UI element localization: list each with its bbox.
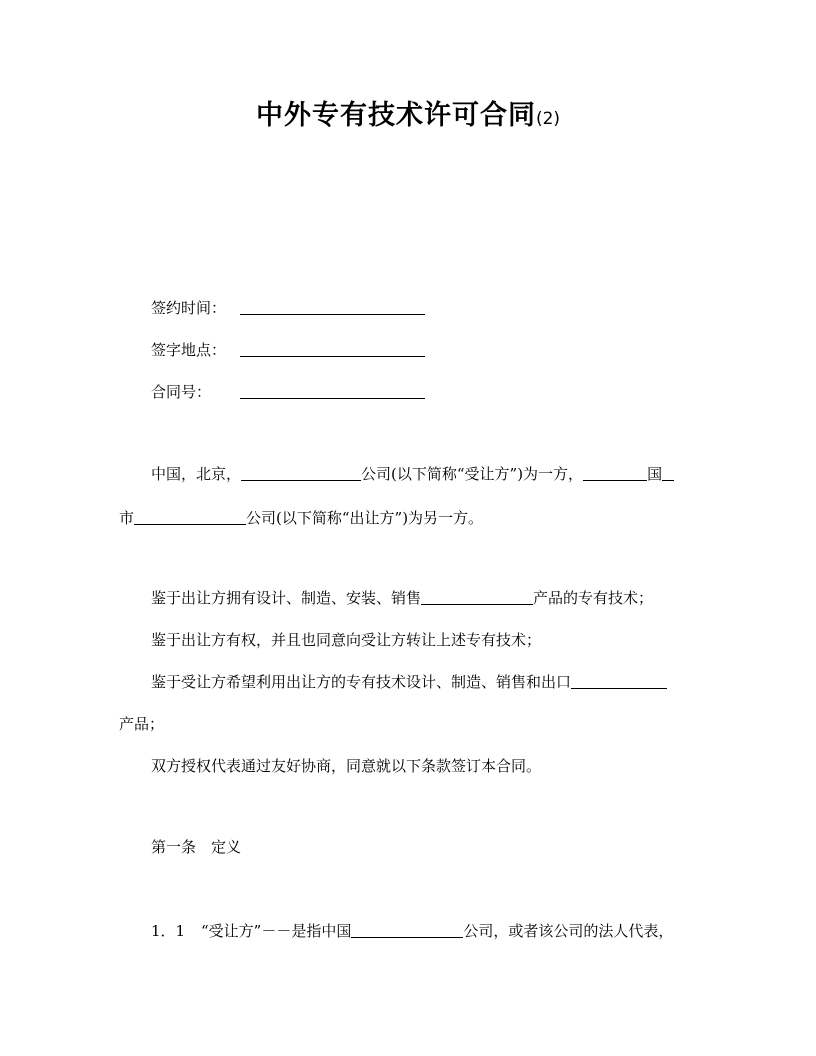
transferor-name-blank[interactable] bbox=[134, 508, 246, 525]
recital-1 bbox=[151, 587, 653, 609]
recital-3 bbox=[151, 671, 667, 693]
signing-time-row bbox=[151, 297, 425, 319]
signing-time-blank[interactable] bbox=[240, 298, 425, 315]
parties-text-4: 市 bbox=[119, 509, 135, 527]
signing-place-label: 签字地点： bbox=[151, 341, 227, 359]
document-title bbox=[0, 98, 816, 137]
clause-text-b: 公司，或者该公司的法人代表， bbox=[463, 922, 674, 940]
signing-time-label: 签约时间： bbox=[151, 299, 227, 317]
recital-2-text: 鉴于出让方有权，并且也同意向受让方转让上述专有技术； bbox=[151, 631, 542, 649]
title-suffix: (2) bbox=[535, 109, 561, 129]
contract-number-row bbox=[151, 381, 425, 403]
transferee-name-blank[interactable] bbox=[241, 464, 361, 481]
product-blank-1[interactable] bbox=[421, 588, 533, 605]
signing-place-blank[interactable] bbox=[240, 340, 425, 357]
recital-1-text-b: 产品的专有技术； bbox=[533, 589, 654, 607]
title-text: 中外专有技术许可合同 bbox=[255, 100, 536, 131]
recital-1-text-a: 鉴于出让方拥有设计、制造、安装、销售 bbox=[151, 589, 422, 607]
parties-text-5: 公司(以下简称“出让方”)为另一方。 bbox=[246, 509, 484, 527]
product-blank-2[interactable] bbox=[571, 672, 667, 689]
parties-text-1: 中国，北京， bbox=[151, 465, 242, 483]
clause-1-1 bbox=[151, 920, 673, 942]
recital-4 bbox=[151, 755, 541, 777]
signing-place-row bbox=[151, 339, 425, 361]
parties-text-3: 国 bbox=[647, 465, 663, 483]
article-1-heading bbox=[151, 836, 241, 858]
contract-number-blank[interactable] bbox=[240, 382, 425, 399]
parties-line-2 bbox=[119, 507, 483, 529]
transferor-country-blank[interactable] bbox=[583, 464, 647, 481]
parties-line-1 bbox=[151, 463, 674, 485]
transferor-city-blank[interactable] bbox=[662, 464, 674, 481]
recital-4-text: 双方授权代表通过友好协商，同意就以下条款签订本合同。 bbox=[151, 757, 542, 775]
recital-2 bbox=[151, 629, 541, 651]
recital-3-continued bbox=[119, 713, 164, 735]
recital-3-text-b: 产品； bbox=[119, 715, 165, 733]
parties-text-2: 公司(以下简称“受让方”)为一方， bbox=[361, 465, 584, 483]
clause-number: 1．1 bbox=[151, 922, 186, 940]
recital-3-text-a: 鉴于受让方希望利用出让方的专有技术设计、制造、销售和出口 bbox=[151, 673, 572, 691]
company-name-blank[interactable] bbox=[351, 921, 463, 938]
clause-text-a: “受让方”－－是指中国 bbox=[201, 922, 352, 940]
article-heading-text: 第一条 定义 bbox=[151, 838, 242, 856]
contract-number-label: 合同号： bbox=[151, 383, 212, 401]
